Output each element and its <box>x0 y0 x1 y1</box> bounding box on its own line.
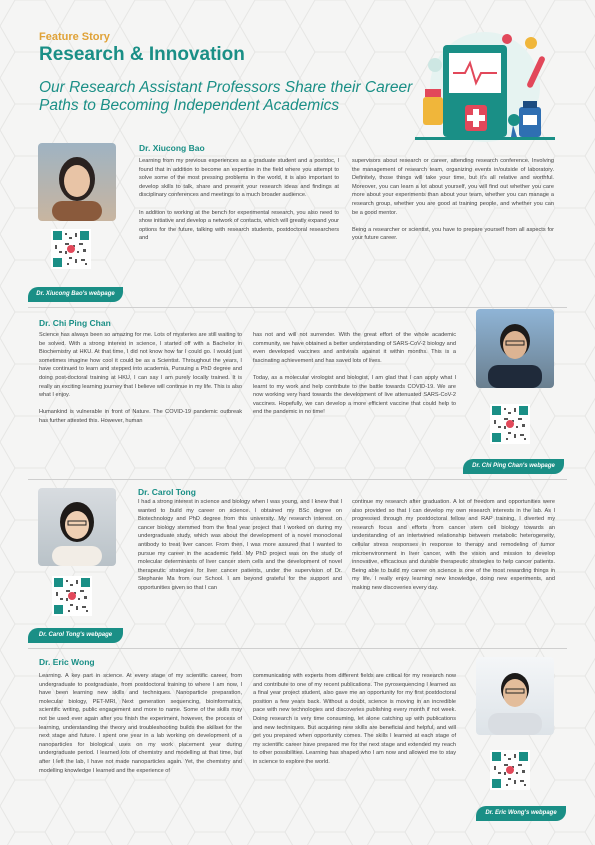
chi-ping-chan-name: Dr. Chi Ping Chan <box>39 318 111 328</box>
eric-wong-webpage-link[interactable]: Dr. Eric Wong's webpage <box>476 806 566 821</box>
page-title: Research & Innovation <box>39 44 245 65</box>
paragraph: In addition to working at the bench for experimental research, you also need to show initiative and develop a network of contacts, which will greatly expand your options for the future, talking with research students, postdoctoral researchers and <box>139 209 339 242</box>
xiucong-bao-webpage-link[interactable]: Dr. Xiucong Bao's webpage <box>28 287 123 302</box>
eric-wong-name: Dr. Eric Wong <box>39 657 95 667</box>
chi-ping-chan-photo <box>476 309 554 388</box>
page-subtitle: Our Research Assistant Professors Share their Career Paths to Becoming Independent Academics <box>39 79 413 114</box>
carol-tong-text-col1 <box>138 498 342 601</box>
qr-code-xiucong-bao[interactable] <box>51 229 91 269</box>
carol-tong-photo <box>38 488 116 566</box>
eric-wong-text-col1 <box>39 672 242 784</box>
qr-code-carol-tong[interactable] <box>52 576 92 616</box>
qr-code-chi-ping-chan[interactable] <box>490 404 530 444</box>
chi-ping-chan-text-col1 <box>39 331 242 434</box>
section-divider <box>28 479 567 480</box>
xiucong-bao-photo <box>38 143 116 221</box>
qr-code-eric-wong[interactable] <box>490 750 530 790</box>
paragraph: Learning from my previous experiences as a graduate student and a postdoc, I found that in addition to become an expertise in the field where you attempt to solve some of the most pressing problems in the world, it is also important to develop skills to talk, share and present your research ideas and findings at disciplinary conferences and meetings to a much broader audience. <box>139 158 339 199</box>
feature-story-kicker: Feature Story <box>39 31 110 43</box>
section-divider <box>28 648 567 649</box>
xiucong-bao-text-col1 <box>139 157 339 252</box>
paragraph: Learning. A key part in science. At every stage of my scientific career, from undergraduate to postgraduate, from postdoctoral training to where I am now, I have been learning new skills and techniques. Nanoparticle preparation, molecular biology, PET-MRI, Next generation sequencing, bioinformatics, scientific writing, public engagement and more to name. Some of the skills may not be used ever again after you finish the experiment, however, the process of learning, understanding the theory and troubleshooting builds the skillset for the next stage and future. I spent one year in a lab working on development of a nanoparticles for biological uses on my work placement year during undergraduate period. I learned lots of chemistry and modelling at that time, but after I left the lab, I have not made nanoparticles again. Yet, the chemistry and modelling knowledge I learned and the experience of <box>39 673 242 774</box>
eric-wong-text-col2 <box>253 672 456 775</box>
paragraph: has not and will not surrender. With the great effort of the whole academic community, we have obtained a better understanding of SARS-CoV-2 biology and even developed vaccines and antivirals against it within months. This is a fascinating achievement and has saved lots of lives. <box>253 332 456 364</box>
chi-ping-chan-text-col2 <box>253 331 456 426</box>
paragraph: Science has always been so amazing for me. Lots of mysteries are still waiting to be solved. With a strong interest in science, I started off with a Bachelor in Biochemistry at HKU. At that time, I did not know how far I could go. I would just sometimes imagine how cool it could be as a Scientist. Throughout the years, I have continued to learn and stepped into academia. Pursuing a PhD degree and doing post-doctoral training at HKU, I can say I am purely locally trained. It is really an exciting learning journey that I believe will continue in my life. This is also what I enjoy. <box>39 332 242 399</box>
paragraph: communicating with experts from different fields are critical for my research now and contribute to one of my recent publications. The pyrosequencing I learned as a final year project student, also gave me an opportunity for my first postdoctoral position a few years back. Without a doubt, science is moving in an incredible pace with new technologies and discoveries publishing every month if not week. Doing research is very time consuming, let alone catching up with publications and new techniques. But acquiring new skills are beneficial and helpful, and will get you prepared when opportunity comes. The skills I learned at each stage of my scientific career have prepared me for the next stage and extended my reach to other possibilities. Learning has shaped who I am now and allowed me to stay in science to explore the world. <box>253 673 456 765</box>
paragraph: I had a strong interest in science and biology when I was young, and I knew that I wanted to build my career on science. I obtained my BSc degree on Biotechnology and PhD degree from this university. My research interest on cancer biology stemmed from the final year project that I worked on during my undergraduate study, which was about the development of a novel monoclonal antibody to treat liver cancer. From then, I was more assured that I wanted to pursue my career in the academic field. My PhD project was on the study of molecular determinants of liver cancer stem cells and the development of novel therapeutic strategies for liver cancer patients, under the supervision of Dr. Stephanie Ma from our School. I am beyond grateful for the support and opportunities given so that I can <box>138 499 342 591</box>
paragraph: Today, as a molecular virologist and biologist, I am glad that I can apply what I learnt to my work and help contribute to the battle towards COVID-19. We are now working very hard towards the development of live attenuated SARS-CoV-2 vaccines. Hopefully, we can develop a more efficient vaccine that could help to end the pandemic in no time! <box>253 374 456 416</box>
paragraph: continue my research after graduation. A lot of freedom and opportunities were also provided so that I can develop my own research interests in the lab. As I progressed through my postdoctoral fellow and RAP training, I diverted my research focus and efforts from cancer stem cell biology towards an understanding of an intertwined relationship between metabolic heterogeneity, cellular stress responses in response to therapy and remodeling of tumor microenvironment in liver cancer, with the vision and mission to develop innovative, efficacious and durable therapeutic strategies to help cancer patients. Being able to build my career on science is one of the most rewarding things in my life. I really enjoy learning new knowledge, doing new experiments, and making new discoveries every day. <box>352 499 555 591</box>
section-divider <box>28 307 567 308</box>
carol-tong-webpage-link[interactable]: Dr. Carol Tong's webpage <box>28 628 123 643</box>
medical-research-illustration <box>415 25 555 150</box>
xiucong-bao-text-col2 <box>352 157 554 252</box>
carol-tong-name: Dr. Carol Tong <box>138 487 196 497</box>
xiucong-bao-name: Dr. Xiucong Bao <box>139 143 205 153</box>
carol-tong-text-col2 <box>352 498 555 601</box>
chi-ping-chan-webpage-link[interactable]: Dr. Chi Ping Chan's webpage <box>463 459 564 474</box>
paragraph: Being a researcher or scientist, you have to prepare yourself from all aspects for your future career. <box>352 226 554 242</box>
eric-wong-photo <box>476 657 554 735</box>
paragraph: supervisors about research or career, attending research conference. Involving the management of research team, organizing events in/outside of laboratory. Definitely, those things will take your time, but it's all relative and worthful. Moreover, you can learn a lot about yourself, you will find out whether you care more about your experiments than about your team, whether you can manage a research group, whether you are good at training people, and whether you can be a good mentor. <box>352 158 554 216</box>
paragraph: Humankind is vulnerable in front of Nature. The COVID-19 pandemic outbreak has further attested this. However, human <box>39 409 242 424</box>
